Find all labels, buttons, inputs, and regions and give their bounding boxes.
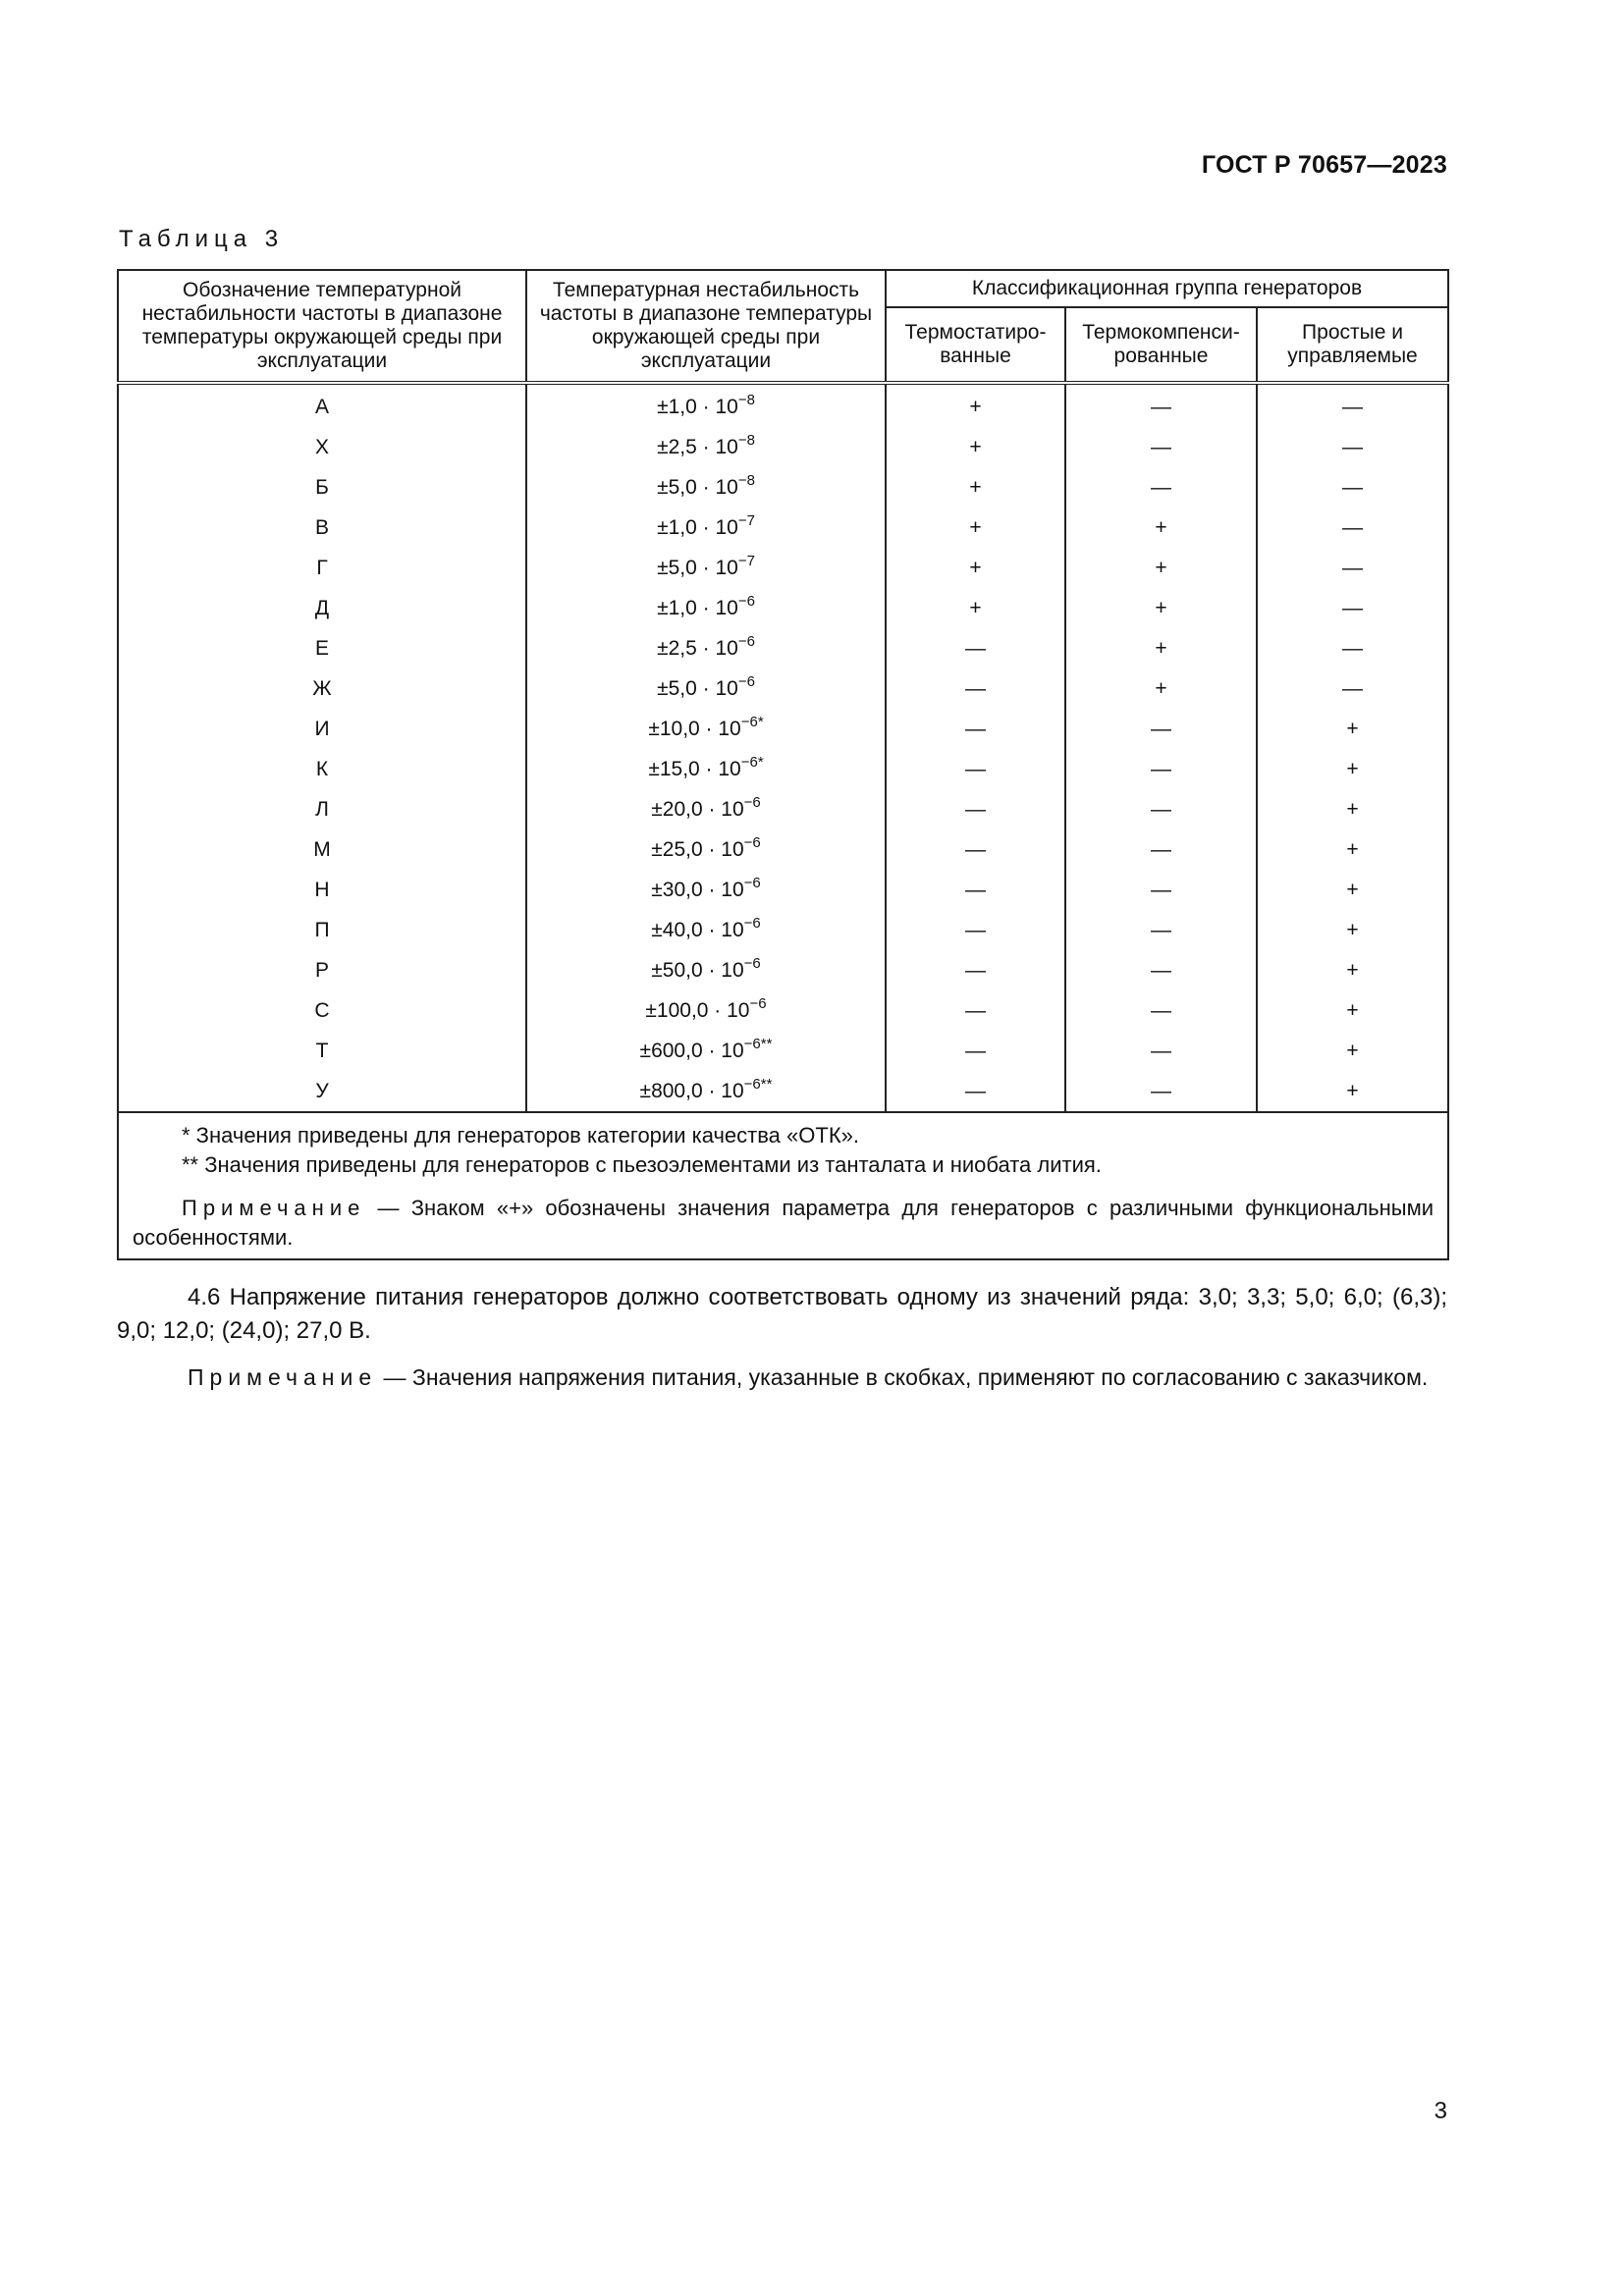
cell-simple: — — [1257, 628, 1448, 668]
cell-instability — [526, 990, 886, 1031]
cell-thermocomp: — — [1065, 467, 1257, 507]
cell-thermostat: — — [886, 870, 1065, 910]
table-row — [118, 749, 1448, 789]
cell-thermostat: — — [886, 990, 1065, 1031]
table-row — [118, 709, 1448, 749]
cell-designation: Н — [118, 870, 526, 910]
cell-designation: Е — [118, 628, 526, 668]
footnote-1: * Значения приведены для генераторов категории качества «ОТК». — [182, 1123, 859, 1148]
instability-exponent: −8 — [737, 391, 755, 408]
voltage-note-text: — Значения напряжения питания, указанные в скобках, применяют по согласованию с заказчиком. — [377, 1364, 1429, 1390]
table-row — [118, 789, 1448, 829]
cell-thermocomp: — — [1065, 829, 1257, 870]
cell-thermostat: — — [886, 829, 1065, 870]
table-row — [118, 990, 1448, 1031]
cell-simple: + — [1257, 829, 1448, 870]
cell-simple: + — [1257, 709, 1448, 749]
cell-simple: + — [1257, 870, 1448, 910]
instability-exponent: −6 — [737, 632, 755, 650]
cell-instability — [526, 749, 886, 789]
cell-simple: + — [1257, 950, 1448, 990]
cell-simple: — — [1257, 383, 1448, 427]
instability-base: ±30,0 · 10 — [651, 878, 744, 901]
cell-thermostat: + — [886, 467, 1065, 507]
cell-simple: — — [1257, 588, 1448, 628]
cell-designation: В — [118, 507, 526, 548]
cell-thermocomp: — — [1065, 383, 1257, 427]
cell-thermostat: — — [886, 950, 1065, 990]
cell-designation: Х — [118, 427, 526, 467]
cell-designation: А — [118, 383, 526, 427]
table-row — [118, 383, 1448, 427]
instability-base: ±40,0 · 10 — [651, 918, 744, 941]
document-code: ГОСТ Р 70657—2023 — [1201, 151, 1447, 179]
instability-base: ±5,0 · 10 — [657, 676, 738, 700]
cell-simple: — — [1257, 507, 1448, 548]
instability-base: ±1,0 · 10 — [657, 395, 738, 418]
cell-designation: Б — [118, 467, 526, 507]
header-thermocomp: Термокомпенси-рованные — [1065, 307, 1257, 383]
header-thermostat: Термостатиро-ванные — [886, 307, 1065, 383]
header-group: Классификационная группа генераторов — [886, 270, 1448, 307]
cell-designation: Ж — [118, 668, 526, 709]
instability-base: ±5,0 · 10 — [657, 556, 738, 579]
instability-base: ±25,0 · 10 — [651, 837, 744, 861]
header-simple: Простые и управляемые — [1257, 307, 1448, 383]
cell-thermostat: + — [886, 427, 1065, 467]
table-row — [118, 1071, 1448, 1112]
instability-base: ±5,0 · 10 — [657, 475, 738, 499]
table-row — [118, 507, 1448, 548]
cell-thermocomp: — — [1065, 990, 1257, 1031]
cell-thermostat: — — [886, 749, 1065, 789]
cell-simple: + — [1257, 1031, 1448, 1071]
cell-instability — [526, 829, 886, 870]
footnote-2: ** Значения приведены для генераторов с пьезоэлементами из танталата и ниобата лития. — [182, 1152, 1102, 1177]
cell-thermocomp: + — [1065, 548, 1257, 588]
cell-thermocomp: + — [1065, 588, 1257, 628]
cell-instability — [526, 383, 886, 427]
cell-thermostat: + — [886, 507, 1065, 548]
table-note-text: — Знаком «+» обозначены значения параметра для генераторов с различными функциональными особенностями. — [133, 1196, 1435, 1250]
cell-designation: Т — [118, 1031, 526, 1071]
table-row — [118, 829, 1448, 870]
cell-designation: Г — [118, 548, 526, 588]
instability-exponent: −7 — [737, 511, 755, 529]
instability-exponent: −6* — [740, 753, 764, 771]
cell-thermocomp: — — [1065, 709, 1257, 749]
instability-base: ±50,0 · 10 — [651, 958, 744, 982]
cell-simple: — — [1257, 668, 1448, 709]
cell-instability — [526, 1071, 886, 1112]
cell-simple: + — [1257, 1071, 1448, 1112]
instability-base: ±1,0 · 10 — [657, 515, 738, 539]
instability-exponent: −6 — [737, 592, 755, 610]
cell-simple: + — [1257, 749, 1448, 789]
cell-instability — [526, 588, 886, 628]
table-row — [118, 668, 1448, 709]
cell-thermostat: — — [886, 668, 1065, 709]
cell-thermocomp: — — [1065, 427, 1257, 467]
instability-exponent: −8 — [737, 431, 755, 449]
cell-thermostat: + — [886, 548, 1065, 588]
cell-thermostat: — — [886, 1071, 1065, 1112]
cell-designation: Л — [118, 789, 526, 829]
section-4-6: 4.6 Напряжение питания генераторов должно соответствовать одному из значений ряда: 3,0; 3,3; 5,0; 6,0; (6,3); 9,0; 12,0; (24,0); 27,0 В. — [117, 1284, 1447, 1344]
cell-thermocomp: — — [1065, 910, 1257, 950]
cell-thermocomp: — — [1065, 870, 1257, 910]
cell-simple: — — [1257, 467, 1448, 507]
instability-exponent: −6 — [749, 994, 767, 1012]
cell-instability — [526, 507, 886, 548]
instability-exponent: −6 — [743, 793, 761, 811]
table-row — [118, 427, 1448, 467]
table-row — [118, 467, 1448, 507]
cell-simple: — — [1257, 427, 1448, 467]
instability-exponent: −6 — [743, 833, 761, 851]
instability-base: ±15,0 · 10 — [648, 757, 741, 780]
cell-instability — [526, 628, 886, 668]
instability-base: ±600,0 · 10 — [639, 1039, 744, 1062]
instability-base: ±2,5 · 10 — [657, 435, 738, 458]
instability-exponent: −7 — [737, 552, 755, 569]
cell-simple: + — [1257, 990, 1448, 1031]
instability-exponent: −6** — [743, 1075, 773, 1093]
cell-instability — [526, 668, 886, 709]
instability-base: ±2,5 · 10 — [657, 636, 738, 660]
instability-exponent: −6 — [743, 914, 761, 932]
cell-instability — [526, 1031, 886, 1071]
instability-base: ±800,0 · 10 — [639, 1079, 744, 1102]
table-row — [118, 910, 1448, 950]
cell-thermocomp: — — [1065, 789, 1257, 829]
classification-table — [117, 269, 1449, 1260]
table-row — [118, 870, 1448, 910]
table-row — [118, 548, 1448, 588]
page-number: 3 — [1434, 2098, 1447, 2124]
cell-instability — [526, 950, 886, 990]
table-row — [118, 1031, 1448, 1071]
cell-instability — [526, 910, 886, 950]
cell-designation: П — [118, 910, 526, 950]
instability-base: ±20,0 · 10 — [651, 797, 744, 821]
table-row — [118, 950, 1448, 990]
cell-designation: И — [118, 709, 526, 749]
cell-thermostat: — — [886, 1031, 1065, 1071]
instability-base: ±1,0 · 10 — [657, 596, 738, 619]
cell-thermostat: — — [886, 910, 1065, 950]
cell-simple: — — [1257, 548, 1448, 588]
cell-thermostat: — — [886, 628, 1065, 668]
instability-base: ±10,0 · 10 — [648, 717, 741, 740]
cell-designation: С — [118, 990, 526, 1031]
header-designation: Обозначение температурной нестабильности частоты в диапазоне температуры окружающей среды при эксплуатации — [118, 270, 526, 383]
table-row — [118, 628, 1448, 668]
instability-exponent: −8 — [737, 471, 755, 489]
cell-designation: Д — [118, 588, 526, 628]
instability-exponent: −6 — [743, 954, 761, 972]
cell-designation: М — [118, 829, 526, 870]
table-note-label: Примечание — [182, 1196, 366, 1220]
instability-base: ±100,0 · 10 — [645, 998, 750, 1022]
cell-thermostat: — — [886, 789, 1065, 829]
instability-exponent: −6 — [743, 874, 761, 891]
instability-exponent: −6* — [740, 713, 764, 730]
cell-thermocomp: + — [1065, 507, 1257, 548]
instability-exponent: −6 — [737, 672, 755, 690]
cell-instability — [526, 870, 886, 910]
instability-exponent: −6** — [743, 1035, 773, 1052]
cell-instability — [526, 467, 886, 507]
cell-thermostat: + — [886, 588, 1065, 628]
cell-thermocomp: — — [1065, 749, 1257, 789]
header-instability: Температурная нестабильность частоты в диапазоне температуры окружающей среды при эксплуатации — [526, 270, 886, 383]
voltage-note — [117, 1361, 1447, 1394]
cell-instability — [526, 548, 886, 588]
cell-instability — [526, 789, 886, 829]
cell-instability — [526, 709, 886, 749]
cell-thermocomp: — — [1065, 1031, 1257, 1071]
cell-instability — [526, 427, 886, 467]
cell-thermocomp: + — [1065, 668, 1257, 709]
cell-thermocomp: — — [1065, 1071, 1257, 1112]
cell-thermostat: + — [886, 383, 1065, 427]
cell-simple: + — [1257, 910, 1448, 950]
cell-thermocomp: + — [1065, 628, 1257, 668]
table-footer — [118, 1112, 1448, 1259]
table-note — [133, 1194, 1434, 1253]
cell-thermocomp: — — [1065, 950, 1257, 990]
cell-simple: + — [1257, 789, 1448, 829]
table-row — [118, 588, 1448, 628]
voltage-note-label: Примечание — [188, 1364, 378, 1390]
cell-designation: К — [118, 749, 526, 789]
cell-designation: Р — [118, 950, 526, 990]
cell-thermostat: — — [886, 709, 1065, 749]
cell-designation: У — [118, 1071, 526, 1112]
table-caption: Таблица 3 — [119, 226, 285, 252]
